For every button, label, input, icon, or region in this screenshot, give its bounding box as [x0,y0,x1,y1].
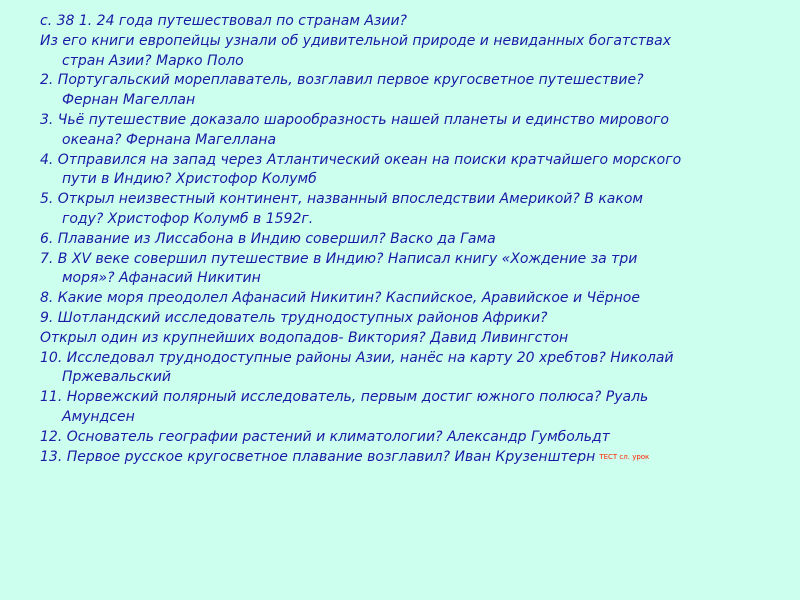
text-line-23-text: 13. Первое русское кругосветное плавание возглавил? Иван Крузенштерн [40,448,596,465]
text-line-2: Из его книги европейцы узнали об удивительной природе и невиданных богатствах [40,32,672,49]
text-line-18: 10. Исследовал труднодоступные районы Азии, нанёс на карту 20 хребтов? Николай [40,349,674,366]
text-line-21: Амундсен [62,408,135,425]
text-line-10: 5. Открыл неизвестный континент, названный впоследствии Америкой? В каком [40,191,643,208]
text-line-5: Фернан Магеллан [62,92,196,109]
test-lesson-link[interactable]: ТЕСТ сл. урок [599,452,650,461]
text-line-6: 3. Чьё путешествие доказало шарообразность нашей планеты и единство мирового [40,111,669,128]
text-line-7: океана? Фернана Магеллана [62,131,277,148]
text-line-13: 7. В XV веке совершил путешествие в Индию? Написал книгу «Хождение за три [40,250,638,267]
questions-text [40,12,780,467]
text-line-23 [40,448,780,468]
text-line-9: пути в Индию? Христофор Колумб [62,171,317,188]
text-line-15: 8. Какие моря преодолел Афанасий Никитин? Каспийское, Аравийское и Чёрное [40,290,640,307]
text-line-3: стран Азии? Марко Поло [62,52,244,69]
text-line-22: 12. Основатель географии растений и климатологии? Александр Гумбольдт [40,428,610,445]
text-line-17: Открыл один из крупнейших водопадов- Виктория? Давид Ливингстон [40,329,569,346]
text-line-8: 4. Отправился на запад через Атлантический океан на поиски кратчайшего морского [40,151,682,168]
text-line-12: 6. Плавание из Лиссабона в Индию совершил? Васко да Гама [40,230,496,247]
text-line-1: с. 38 1. 24 года путешествовал по странам Азии? [40,13,407,29]
text-line-19: Пржевальский [62,369,172,386]
text-line-20: 11. Норвежский полярный исследователь, первым достиг южного полюса? Руаль [40,389,649,406]
text-line-14: моря»? Афанасий Никитин [62,270,261,287]
text-line-16: 9. Шотландский исследователь труднодоступных районов Африки? [40,309,548,326]
text-line-11: году? Христофор Колумб в 1592г. [62,210,314,227]
text-line-4: 2. Португальский мореплаватель, возглавил первое кругосветное путешествие? [40,72,644,89]
